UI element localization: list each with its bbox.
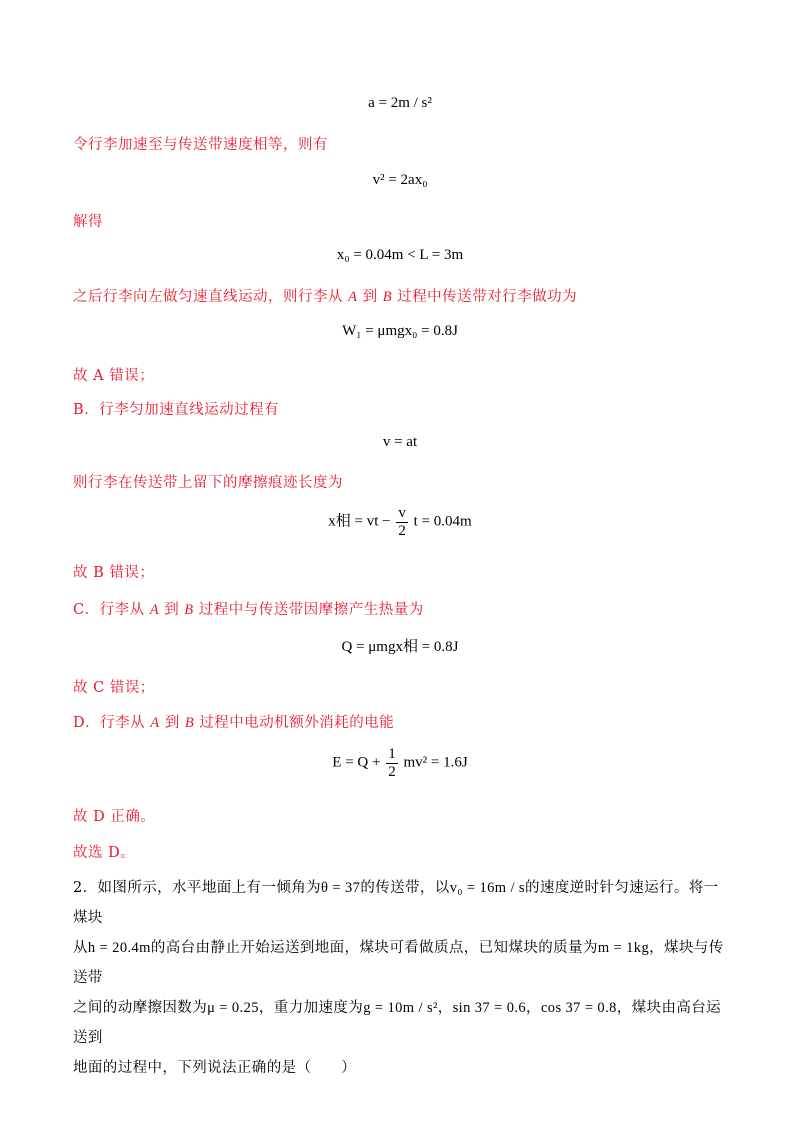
question-2 <box>73 873 733 1083</box>
point-a-label: A <box>348 289 358 305</box>
equation-x0: x₀ = 0.04m < L = 3m <box>336 247 464 263</box>
solution-text-12: 故选 D。 <box>73 845 136 861</box>
solution-text-11: 故 D 正确。 <box>73 809 156 825</box>
question-text: 的高台由静止开始运送到地面，煤块可看做质点，已知煤块的质量为 <box>150 940 598 956</box>
question-text: ，煤块由高台运送到 <box>73 1000 722 1046</box>
solution-text-4: 故 A 错误； <box>73 368 155 384</box>
point-a-label: A <box>150 715 160 731</box>
solution-text-1: 令行李加速至与传送带速度相等，则有 <box>73 137 328 153</box>
question-line-1 <box>73 873 733 933</box>
math-theta: θ = 37 <box>321 880 361 896</box>
math-height: h = 20.4m <box>87 940 151 956</box>
math-cos: cos 37 = 0.8 <box>540 1000 617 1016</box>
solution-text-8-post: 过程中与传送带因摩擦产生热量为 <box>198 602 424 618</box>
equation-relative-displacement <box>0 505 800 539</box>
question-line-3 <box>73 993 733 1053</box>
equation-heat: Q = μmgx相 = 0.8J <box>341 639 459 655</box>
equation-acceleration: a = 2m / s² <box>368 95 432 111</box>
equation-velocity-squared: v² = 2ax₀ <box>372 172 428 188</box>
solution-text-8-pre: C．行李从 <box>73 602 145 618</box>
math-mass: m = 1kg <box>597 940 650 956</box>
solution-text-10-post: 过程中电动机额外消耗的电能 <box>199 715 395 731</box>
fraction-v-over-2 <box>396 505 408 539</box>
equation-energy <box>0 746 800 780</box>
fraction-denominator: 2 <box>388 763 396 780</box>
solution-text-3-pre: 之后行李向左做匀速直线运动，则行李从 <box>73 289 343 305</box>
question-text: 的速度逆时针匀速运行。将一煤块 <box>73 880 719 926</box>
solution-text-10-mid: 到 <box>164 715 180 731</box>
question-text: 从 <box>73 940 88 956</box>
solution-text-3 <box>73 285 577 306</box>
question-text: 2．如图所示，水平地面上有一倾角为 <box>73 880 322 896</box>
math-sin: sin 37 = 0.6 <box>452 1000 527 1016</box>
solution-text-8-mid: 到 <box>164 602 180 618</box>
question-line-2 <box>73 933 733 993</box>
question-text: 的传送带，以 <box>360 880 450 896</box>
equation-v-at: v = at <box>382 434 418 450</box>
math-gravity: g = 10m / s² <box>363 1000 438 1016</box>
solution-text-8 <box>73 598 424 619</box>
solution-text-6: 则行李在传送带上留下的摩擦痕迹长度为 <box>73 475 343 491</box>
solution-text-10 <box>73 711 394 732</box>
equation-relative-lhs: x相 = vt − <box>328 513 391 530</box>
math-v0: v₀ = 16m / s <box>449 880 525 896</box>
question-text: ， <box>526 1000 541 1016</box>
point-b-label: B <box>184 715 195 731</box>
question-text: ， <box>437 1000 453 1016</box>
solution-text-10-pre: D．行李从 <box>73 715 146 731</box>
solution-text-7: 故 B 错误； <box>73 565 155 581</box>
solution-text-9: 故 C 错误； <box>73 680 155 696</box>
solution-text-3-mid: 到 <box>362 289 378 305</box>
point-b-label: B <box>184 602 194 618</box>
fraction-numerator: 1 <box>388 746 396 762</box>
point-a-label: A <box>149 602 160 618</box>
equation-work: W₁ = μmgx₀ = 0.8J <box>342 323 458 339</box>
question-text: 之间的动摩擦因数为 <box>73 1000 208 1016</box>
equation-relative-rhs: t = 0.04m <box>413 513 472 530</box>
math-mu: μ = 0.25 <box>207 1000 259 1016</box>
solution-text-3-post: 过程中传送带对行李做功为 <box>397 289 578 305</box>
point-b-label: B <box>382 289 393 305</box>
question-text: ，煤块与传送带 <box>73 940 724 986</box>
solution-text-2: 解得 <box>73 214 103 230</box>
solution-text-5: B．行李匀加速直线运动过程有 <box>73 402 280 418</box>
fraction-one-half <box>386 746 398 780</box>
equation-energy-lhs: E = Q + <box>332 754 381 771</box>
equation-energy-rhs: mv² = 1.6J <box>403 754 468 771</box>
fraction-denominator: 2 <box>398 522 406 539</box>
fraction-numerator: v <box>398 505 406 521</box>
question-text: ，重力加速度为 <box>258 1000 364 1016</box>
question-line-4: 地面的过程中，下列说法正确的是（ ） <box>73 1060 357 1076</box>
